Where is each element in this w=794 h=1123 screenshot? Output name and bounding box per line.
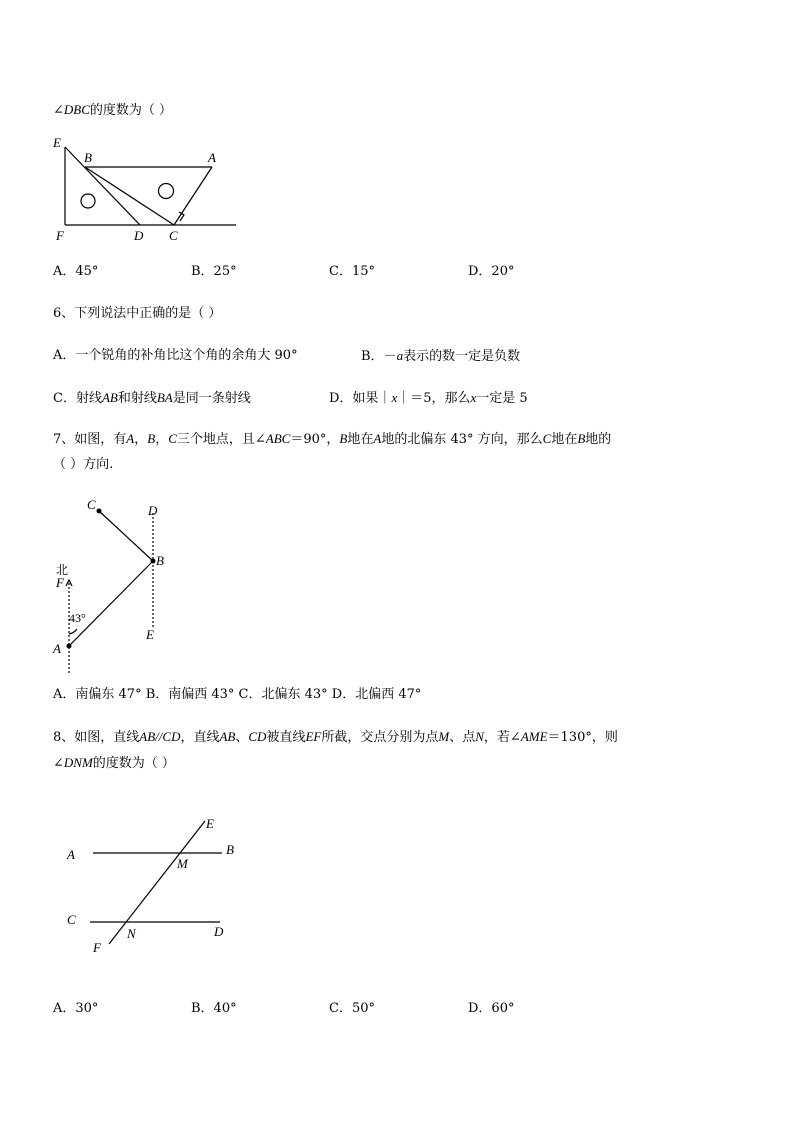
- label-E: E: [53, 135, 61, 150]
- var-B: B: [577, 431, 586, 446]
- q5-option-c[interactable]: C．15°: [329, 264, 375, 279]
- q6-stem: 6、下列说法中正确的是（ ）: [53, 306, 222, 321]
- var-C: C: [542, 431, 552, 446]
- line-ED: [65, 147, 140, 225]
- label-C: C: [87, 497, 96, 512]
- angle-name: DNM: [63, 755, 93, 770]
- q5-option-a[interactable]: A．45°: [53, 264, 99, 279]
- var-M: M: [438, 729, 450, 744]
- var-AME: AME: [520, 729, 548, 744]
- label-B: B: [84, 150, 92, 165]
- angle-symbol: ∠: [53, 756, 64, 771]
- stem-text: 8、如图，直线: [53, 730, 140, 745]
- parallel-symbol: //: [155, 729, 163, 744]
- line-EF: [109, 821, 205, 944]
- option-text: 表示的数一定是负数: [403, 349, 521, 364]
- var-N: N: [475, 729, 484, 744]
- stem-text: 、: [235, 730, 249, 745]
- var-CD: CD: [162, 729, 181, 744]
- angle-arc: [69, 629, 77, 634]
- stem-text: 地在: [551, 432, 578, 447]
- angle-name: DBC: [63, 102, 90, 117]
- option-text: 一定是 5: [476, 391, 528, 406]
- stem-text: ，若∠: [483, 730, 521, 745]
- q7-stem-line1: [53, 431, 611, 448]
- segment-AB: [69, 561, 153, 646]
- label-E: E: [206, 816, 214, 831]
- var-B: B: [147, 431, 156, 446]
- point-B: [151, 559, 156, 564]
- circle-right: [159, 184, 174, 199]
- label-F: F: [56, 575, 64, 590]
- stem-text: ，: [134, 432, 148, 447]
- label-C: C: [67, 912, 76, 927]
- q5-stem-tail: [53, 102, 172, 119]
- ray-BA: BA: [156, 390, 173, 405]
- var-CD: CD: [248, 729, 267, 744]
- var-B: B: [339, 431, 348, 446]
- label-angle-43: 43°: [69, 611, 86, 625]
- q6-option-c[interactable]: [53, 390, 251, 407]
- q5-option-b[interactable]: B．25°: [191, 264, 237, 279]
- label-C: C: [169, 228, 178, 243]
- label-north: 北: [56, 563, 69, 577]
- q8-option-b[interactable]: B．40°: [191, 1001, 237, 1016]
- var-EF: EF: [305, 729, 322, 744]
- option-text: D．如果｜: [329, 391, 392, 406]
- q7-stem-line2: （ ）方向.: [53, 457, 114, 472]
- stem-text: 所截，交点分别为点: [321, 730, 439, 745]
- var-AB: AB: [139, 729, 156, 744]
- q6-option-d[interactable]: [329, 390, 528, 407]
- stem-text: 、点: [449, 730, 476, 745]
- stem-text: 的度数为（ ）: [92, 756, 175, 771]
- var-ABC: ABC: [265, 431, 291, 446]
- option-text: 和射线: [117, 391, 157, 406]
- var-A: A: [126, 431, 135, 446]
- segment-CB: [99, 511, 153, 561]
- label-A: A: [67, 847, 75, 862]
- q5-figure: [50, 134, 245, 244]
- label-F: F: [93, 940, 101, 955]
- option-text: 是同一条射线: [172, 391, 251, 406]
- label-D: D: [148, 503, 158, 518]
- q8-stem-line1: [53, 729, 618, 746]
- label-D: D: [134, 228, 144, 243]
- stem-text: ＝90°，: [290, 432, 340, 447]
- ray-AB: AB: [101, 390, 118, 405]
- label-B: B: [156, 553, 164, 568]
- variable-a: a: [396, 348, 404, 363]
- q8-option-d[interactable]: D．60°: [468, 1001, 515, 1016]
- line-AC: [174, 167, 212, 225]
- q8-option-a[interactable]: A．30°: [53, 1001, 99, 1016]
- option-text: C．射线: [53, 391, 102, 406]
- stem-text: 地的北偏东 43° 方向，那么: [381, 432, 543, 447]
- var-A: A: [373, 431, 382, 446]
- point-A: [67, 644, 72, 649]
- label-B: B: [226, 842, 234, 857]
- label-F: F: [56, 228, 64, 243]
- q8-figure: [60, 810, 245, 960]
- stem-text: ，直线: [180, 730, 220, 745]
- label-E: E: [146, 627, 154, 642]
- q5-option-d[interactable]: D．20°: [468, 264, 515, 279]
- q8-option-c[interactable]: C．50°: [329, 1001, 375, 1016]
- label-N: N: [127, 926, 136, 941]
- var-AB: AB: [219, 729, 236, 744]
- stem-text: ，: [155, 432, 169, 447]
- option-text: B．－: [361, 349, 397, 364]
- angle-symbol: ∠: [53, 103, 64, 118]
- variable-x: x: [470, 390, 477, 405]
- stem-text: 的度数为（ ）: [89, 103, 173, 118]
- point-C: [97, 509, 102, 514]
- q6-option-a[interactable]: A．一个锐角的补角比这个角的余角大 90°: [53, 348, 298, 363]
- stem-text: 7、如图，有: [53, 432, 127, 447]
- q7-options[interactable]: A．南偏东 47° B．南偏西 43° C．北偏东 43° D．北偏西 47°: [53, 687, 422, 702]
- label-D: D: [214, 924, 224, 939]
- q7-figure: [50, 495, 170, 675]
- stem-text: 地在: [347, 432, 374, 447]
- stem-text: 地的: [585, 432, 612, 447]
- circle-left: [81, 194, 95, 208]
- label-M: M: [177, 856, 188, 871]
- label-A: A: [208, 150, 216, 165]
- stem-text: 三个地点，且∠: [176, 432, 266, 447]
- var-C: C: [168, 431, 177, 446]
- q6-option-b[interactable]: [361, 348, 520, 365]
- variable-x: x: [391, 390, 398, 405]
- stem-text: 被直线: [266, 730, 306, 745]
- option-text: ｜＝5，那么: [397, 391, 471, 406]
- label-A: A: [53, 641, 61, 656]
- q8-stem-line2: [53, 755, 175, 772]
- stem-text: ＝130°，则: [547, 730, 618, 745]
